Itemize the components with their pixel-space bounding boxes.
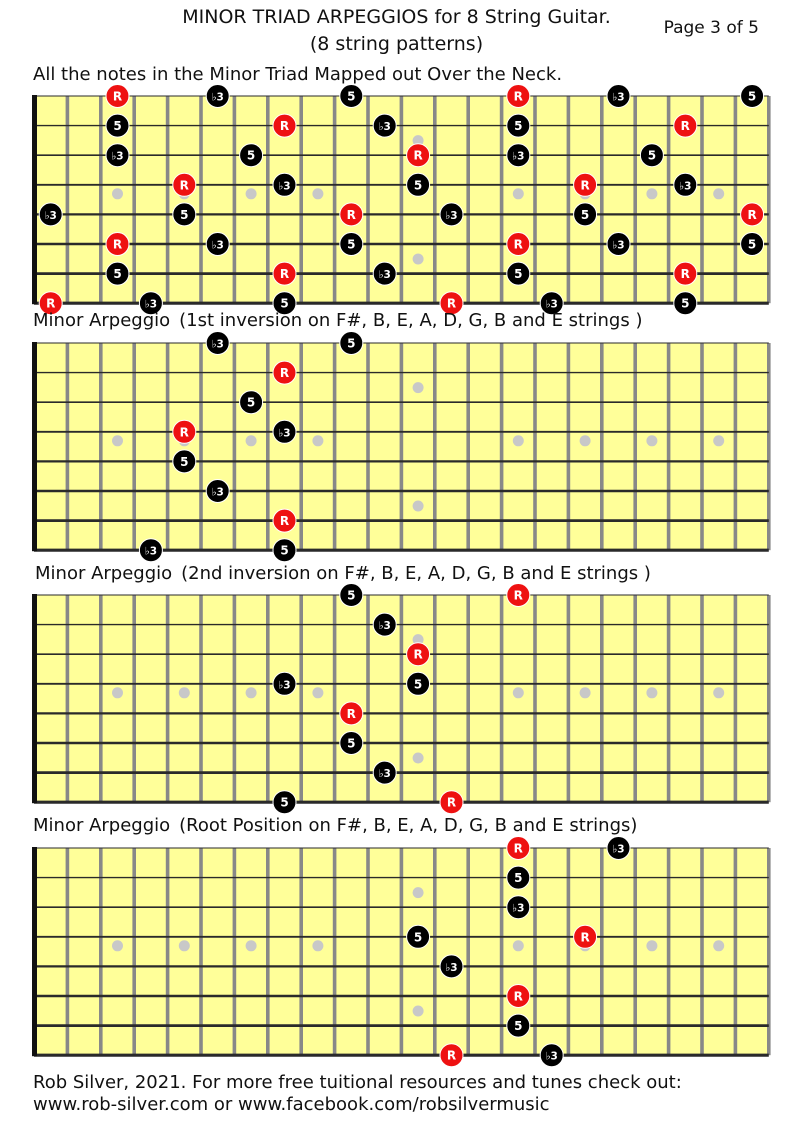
note-label: ♭3 xyxy=(278,180,291,193)
fret-marker-inlay xyxy=(179,940,190,951)
note-label: 5 xyxy=(180,454,189,469)
note-label: 5 xyxy=(413,677,423,692)
note-label: ♭3 xyxy=(679,180,692,193)
note-label: R xyxy=(580,178,590,193)
note-flat-third xyxy=(540,1044,563,1067)
fret-marker-inlay xyxy=(312,940,323,951)
note-label: R xyxy=(179,425,189,440)
fret-wire xyxy=(199,848,203,1055)
note-label: ♭3 xyxy=(445,961,458,974)
fret-marker-inlay xyxy=(713,940,724,951)
page-subtitle: (8 string patterns) xyxy=(309,33,484,55)
note-label: ♭3 xyxy=(545,1050,558,1063)
note-label: R xyxy=(513,237,523,252)
page-number: Page 3 of 5 xyxy=(663,18,759,38)
note-label: ♭3 xyxy=(445,209,458,222)
fret-wire xyxy=(700,848,704,1055)
fret-wire xyxy=(400,848,404,1055)
fret-wire xyxy=(500,848,504,1055)
nut xyxy=(32,847,37,1056)
note-fifth xyxy=(507,866,530,889)
note-label: 5 xyxy=(514,871,523,886)
note-label: 5 xyxy=(113,119,122,134)
note-label: ♭3 xyxy=(211,486,224,499)
note-label: ♭3 xyxy=(612,239,625,252)
note-label: R xyxy=(446,1048,457,1063)
fret-wire xyxy=(633,848,637,1055)
note-label: ♭3 xyxy=(512,902,525,915)
note-root xyxy=(507,837,530,860)
fret-wire xyxy=(233,848,237,1055)
note-label: 5 xyxy=(347,237,356,252)
note-flat-third xyxy=(507,896,530,919)
note-label: ♭3 xyxy=(278,427,291,440)
note-label: 5 xyxy=(280,795,289,810)
diagram-caption-1st-inversion: Minor Arpeggio (1st inversion on F#, B, E, A, D, G, B and E strings ) xyxy=(33,310,643,331)
note-label: 5 xyxy=(280,543,289,558)
note-label: 5 xyxy=(113,267,122,282)
note-label: ♭3 xyxy=(144,298,158,311)
note-label: ♭3 xyxy=(111,150,124,163)
note-label: R xyxy=(513,841,523,856)
note-label: R xyxy=(112,237,123,252)
note-label: R xyxy=(513,989,523,1004)
fret-marker-inlay xyxy=(513,940,524,951)
fret-wire xyxy=(166,848,170,1055)
page-title: MINOR TRIAD ARPEGGIOS for 8 String Guitar. xyxy=(182,6,611,28)
note-fifth xyxy=(507,1014,530,1037)
note-label: 5 xyxy=(347,736,356,751)
note-label: ♭3 xyxy=(144,545,158,558)
note-label: R xyxy=(446,296,457,311)
fret-wire xyxy=(299,848,303,1055)
note-label: R xyxy=(179,178,189,193)
note-label: R xyxy=(680,267,690,282)
fret-wire xyxy=(99,848,103,1055)
note-label: R xyxy=(413,148,423,163)
note-label: 5 xyxy=(580,207,590,222)
fret-wire xyxy=(767,848,771,1055)
note-label: 5 xyxy=(647,148,657,163)
note-label: R xyxy=(680,119,690,134)
note-label: ♭3 xyxy=(44,209,57,222)
note-fifth xyxy=(407,925,430,948)
fret-wire xyxy=(366,848,370,1055)
fret-wire xyxy=(567,848,571,1055)
fret-wire xyxy=(466,848,470,1055)
note-label: 5 xyxy=(747,89,757,104)
fret-wire xyxy=(667,848,671,1055)
note-label: ♭3 xyxy=(278,679,291,692)
note-root xyxy=(574,925,597,948)
note-label: ♭3 xyxy=(378,768,391,781)
fret-wire xyxy=(66,848,70,1055)
note-label: R xyxy=(513,588,523,603)
diagram-caption-all-notes: All the notes in the Minor Triad Mapped out Over the Neck. xyxy=(33,64,563,85)
note-label: R xyxy=(346,706,356,721)
note-label: R xyxy=(747,207,757,222)
note-label: 5 xyxy=(347,336,356,351)
note-label: 5 xyxy=(681,296,690,311)
note-label: R xyxy=(580,930,590,945)
note-label: ♭3 xyxy=(378,620,391,633)
note-label: R xyxy=(46,296,56,311)
note-label: 5 xyxy=(246,148,256,163)
footer-credit: Rob Silver, 2021. For more free tuitional resources and tunes check out: xyxy=(33,1072,682,1093)
note-label: ♭3 xyxy=(211,239,224,252)
diagram-caption-root-position: Minor Arpeggio (Root Position on F#, B, E, A, D, G, B and E strings) xyxy=(33,815,638,836)
note-label: 5 xyxy=(514,119,523,134)
note-label: ♭3 xyxy=(612,843,625,856)
note-label: 5 xyxy=(347,89,356,104)
note-root xyxy=(440,1044,463,1067)
fret-wire xyxy=(600,848,604,1055)
note-label: ♭3 xyxy=(545,298,558,311)
fret-wire xyxy=(433,848,437,1055)
fret-marker-inlay xyxy=(646,940,657,951)
note-label: ♭3 xyxy=(512,150,525,163)
note-label: 5 xyxy=(747,237,757,252)
note-label: ♭3 xyxy=(378,121,391,134)
note-label: 5 xyxy=(347,588,356,603)
note-label: R xyxy=(413,647,423,662)
fret-wire xyxy=(333,848,337,1055)
fret-wire xyxy=(266,848,270,1055)
note-label: R xyxy=(513,89,523,104)
note-root xyxy=(507,985,530,1008)
diagram-caption-2nd-inversion: Minor Arpeggio (2nd inversion on F#, B, E, A, D, G, B and E strings ) xyxy=(35,563,651,584)
fret-marker-inlay xyxy=(413,887,424,898)
fret-wire xyxy=(533,848,537,1055)
note-label: R xyxy=(346,207,356,222)
note-label: ♭3 xyxy=(378,269,391,282)
note-label: R xyxy=(279,514,290,529)
note-label: ♭3 xyxy=(211,338,224,351)
note-flat-third xyxy=(607,837,630,860)
note-label: R xyxy=(112,89,123,104)
note-flat-third xyxy=(440,955,463,978)
note-label: R xyxy=(279,119,290,134)
fret-marker-inlay xyxy=(246,940,257,951)
note-label: R xyxy=(279,267,290,282)
fret-marker-inlay xyxy=(413,1006,424,1017)
note-label: R xyxy=(446,795,457,810)
note-label: ♭3 xyxy=(612,91,625,104)
footer-links: www.rob-silver.com or www.facebook.com/robsilvermusic xyxy=(33,1094,550,1115)
note-label: R xyxy=(279,366,290,381)
fret-wire xyxy=(132,848,136,1055)
note-label: ♭3 xyxy=(211,91,224,104)
note-label: 5 xyxy=(280,296,289,311)
fret-marker-inlay xyxy=(112,940,123,951)
note-label: 5 xyxy=(180,207,189,222)
note-label: 5 xyxy=(514,1019,523,1034)
fret-wire xyxy=(734,848,738,1055)
note-label: 5 xyxy=(413,178,423,193)
note-label: 5 xyxy=(413,930,423,945)
note-label: 5 xyxy=(246,395,256,410)
note-label: 5 xyxy=(514,267,523,282)
